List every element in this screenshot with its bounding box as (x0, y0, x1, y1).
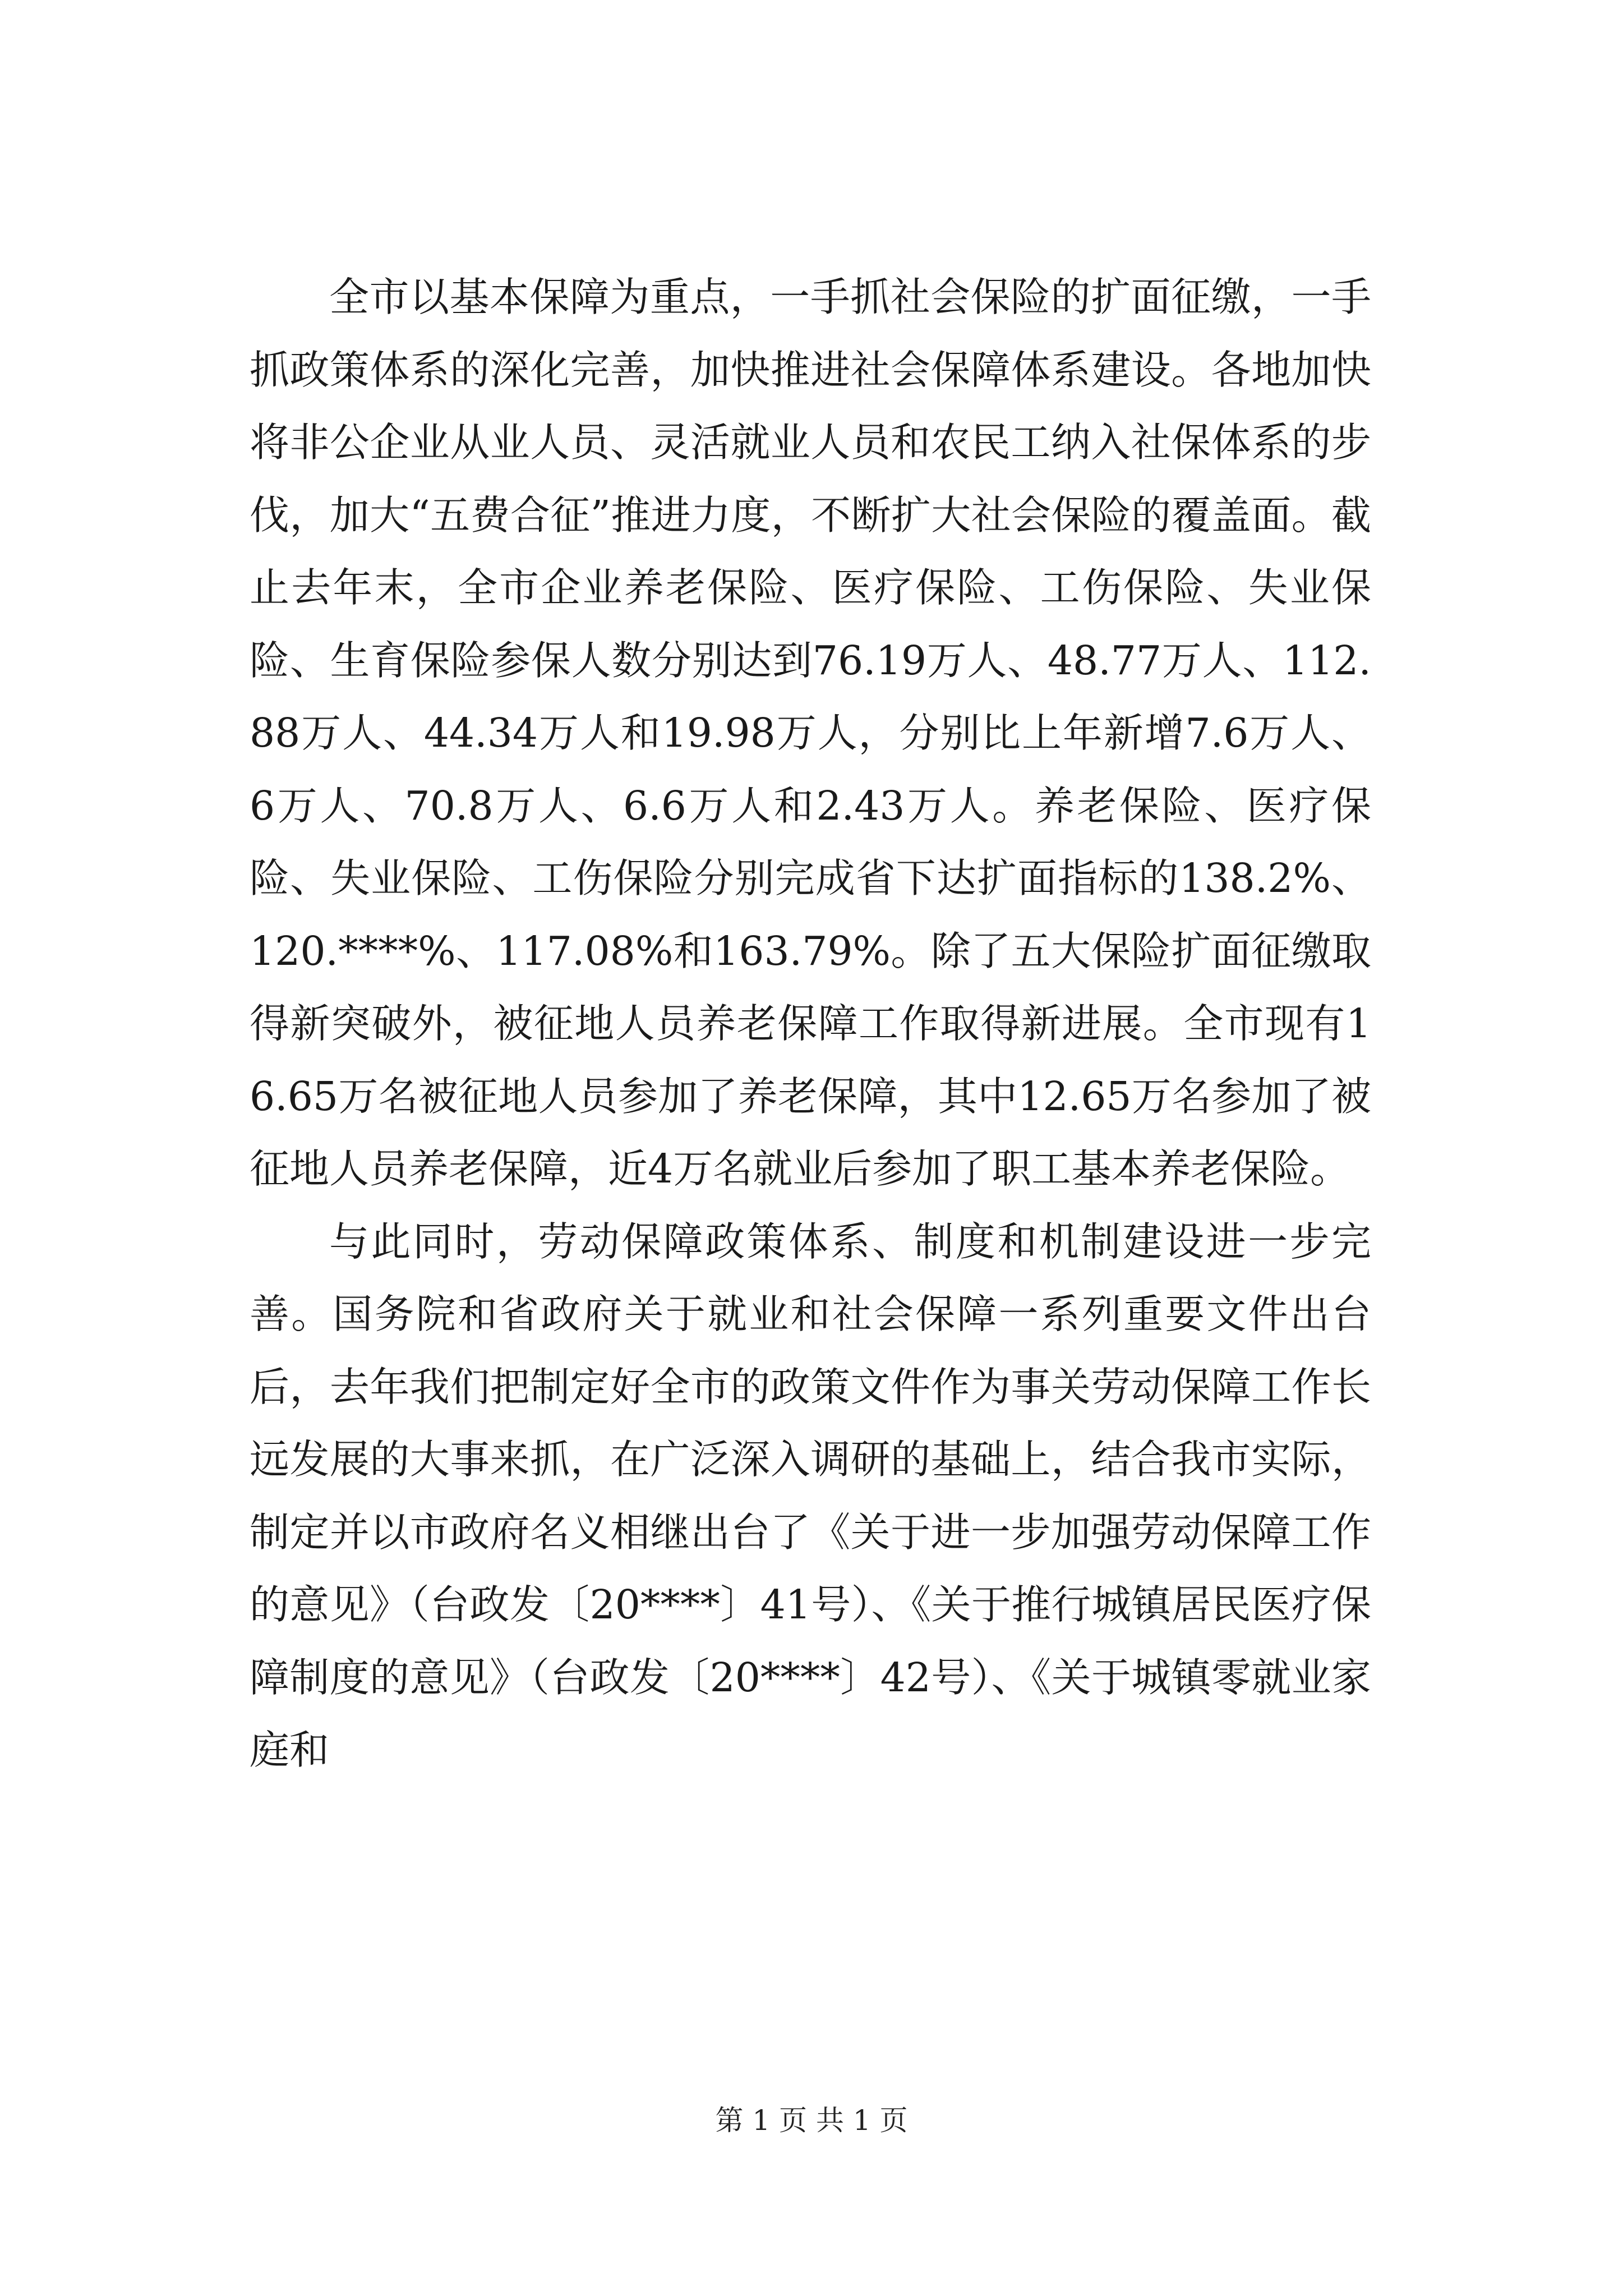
page-footer: 第 1 页 共 1 页 (715, 2104, 908, 2137)
document-body (250, 261, 1371, 1787)
paragraph-social-insurance: 全市以基本保障为重点，一手抓社会保险的扩面征缴，一手抓政策体系的深化完善，加快推进社会保障体系建设。各地加快将非公企业从业人员、灵活就业人员和农民工纳入社保体系的步伐，加大“五费合征”推进力度，不断扩大社会保险的覆盖面。截止去年末，全市企业养老保险、医疗保险、工伤保险、失业保险、生育保险参保人数分别达到76.19万人、48.77万人、112.88万人、44.34万人和19.98万人，分别比上年新增7.6万人、6万人、70.8万人、6.6万人和2.43万人。养老保险、医疗保险、失业保险、工伤保险分别完成省下达扩面指标的138.2%、120.****%、117.08%和163.79%。除了五大保险扩面征缴取得新突破外，被征地人员养老保障工作取得新进展。全市现有16.65万名被征地人员参加了养老保障，其中12.65万名参加了被征地人员养老保障，近4万名就业后参加了职工基本养老保险。 (250, 274, 1371, 1192)
paragraph-policy-system: 与此同时，劳动保障政策体系、制度和机制建设进一步完善。国务院和省政府关于就业和社会保障一系列重要文件出台后，去年我们把制定好全市的政策文件作为事关劳动保障工作长远发展的大事来抓，在广泛深入调研的基础上，结合我市实际，制定并以市政府名义相继出台了《关于进一步加强劳动保障工作的意见》（台政发〔20****〕41号）、《关于推行城镇居民医疗保障制度的意见》（台政发〔20****〕42号）、《关于城镇零就业家庭和 (250, 1218, 1371, 1773)
